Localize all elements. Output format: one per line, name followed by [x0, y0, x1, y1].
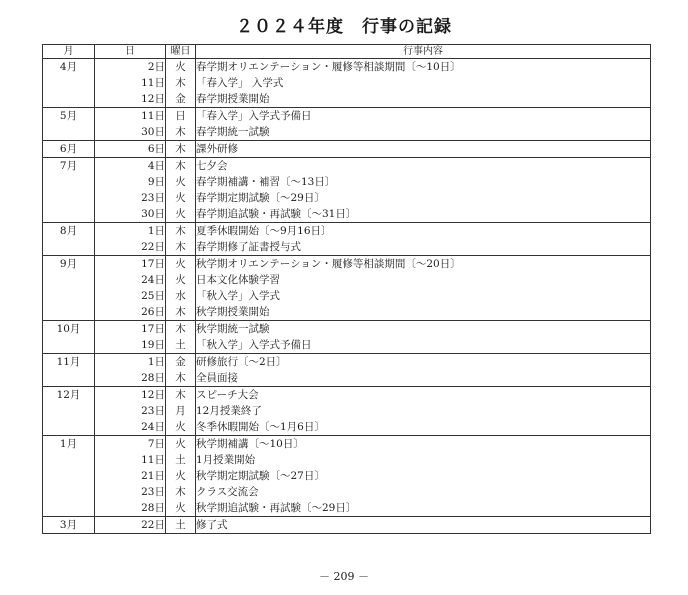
header-row: [43, 45, 651, 59]
day-cell: 23日: [95, 403, 166, 419]
month-group: [43, 108, 651, 141]
weekday-cell: 木: [166, 484, 196, 500]
day-cell: 19日: [95, 337, 166, 354]
column-header-event: 行事内容: [196, 45, 651, 59]
event-cell: 「春入学」 入学式: [196, 75, 651, 91]
table-row: [43, 337, 651, 354]
month-group: [43, 158, 651, 223]
table-row: [43, 436, 651, 453]
weekday-cell: 木: [166, 370, 196, 387]
month-cell: [43, 288, 95, 304]
month-cell: [43, 484, 95, 500]
month-cell: 9月: [43, 256, 95, 273]
weekday-cell: 木: [166, 387, 196, 404]
table-row: [43, 304, 651, 321]
table-row: [43, 75, 651, 91]
day-cell: 24日: [95, 419, 166, 436]
weekday-cell: 火: [166, 206, 196, 223]
day-cell: 1日: [95, 354, 166, 371]
event-cell: 夏季休暇開始〔～9月16日〕: [196, 223, 651, 240]
day-cell: 2日: [95, 59, 166, 76]
weekday-cell: 火: [166, 419, 196, 436]
day-cell: 28日: [95, 370, 166, 387]
table-row: [43, 174, 651, 190]
event-cell: 「秋入学」入学式予備日: [196, 337, 651, 354]
table-row: [43, 419, 651, 436]
weekday-cell: 火: [166, 272, 196, 288]
table-row: [43, 484, 651, 500]
month-cell: 8月: [43, 223, 95, 240]
table-row: [43, 517, 651, 534]
weekday-cell: 木: [166, 239, 196, 256]
month-group: [43, 321, 651, 354]
table-row: [43, 124, 651, 141]
month-cell: [43, 91, 95, 108]
month-cell: [43, 468, 95, 484]
month-cell: 4月: [43, 59, 95, 76]
event-cell: 秋学期統一試験: [196, 321, 651, 338]
month-cell: [43, 403, 95, 419]
table-row: [43, 190, 651, 206]
table-header: [43, 45, 651, 59]
event-cell: 研修旅行〔～2日〕: [196, 354, 651, 371]
month-cell: [43, 272, 95, 288]
event-cell: 秋学期補講〔～10日〕: [196, 436, 651, 453]
table-row: [43, 468, 651, 484]
weekday-cell: 土: [166, 337, 196, 354]
day-cell: 30日: [95, 206, 166, 223]
table-row: [43, 403, 651, 419]
event-cell: 全員面接: [196, 370, 651, 387]
day-cell: 28日: [95, 500, 166, 517]
weekday-cell: 火: [166, 190, 196, 206]
day-cell: 30日: [95, 124, 166, 141]
day-cell: 22日: [95, 239, 166, 256]
table-row: [43, 500, 651, 517]
month-cell: [43, 500, 95, 517]
day-cell: 4日: [95, 158, 166, 175]
table-row: [43, 158, 651, 175]
event-cell: 秋学期オリエンテーション・履修等相談期間〔～20日〕: [196, 256, 651, 273]
month-cell: [43, 370, 95, 387]
day-cell: 23日: [95, 190, 166, 206]
month-cell: [43, 239, 95, 256]
month-group: [43, 517, 651, 534]
event-cell: 秋学期授業開始: [196, 304, 651, 321]
day-cell: 1日: [95, 223, 166, 240]
day-cell: 17日: [95, 256, 166, 273]
day-cell: 22日: [95, 517, 166, 534]
month-cell: 10月: [43, 321, 95, 338]
event-cell: 「春入学」入学式予備日: [196, 108, 651, 125]
month-group: [43, 141, 651, 158]
table-row: [43, 387, 651, 404]
event-cell: 七夕会: [196, 158, 651, 175]
month-group: [43, 59, 651, 108]
day-cell: 7日: [95, 436, 166, 453]
column-header-month: 月: [43, 45, 95, 59]
event-cell: 春学期追試験・再試験〔～31日〕: [196, 206, 651, 223]
weekday-cell: 木: [166, 304, 196, 321]
day-cell: 12日: [95, 91, 166, 108]
day-cell: 12日: [95, 387, 166, 404]
table-row: [43, 239, 651, 256]
events-table: [42, 44, 651, 534]
month-cell: [43, 75, 95, 91]
table-row: [43, 272, 651, 288]
table-row: [43, 141, 651, 158]
event-cell: 「秋入学」入学式: [196, 288, 651, 304]
day-cell: 25日: [95, 288, 166, 304]
weekday-cell: 木: [166, 321, 196, 338]
table-row: [43, 354, 651, 371]
event-cell: クラス交流会: [196, 484, 651, 500]
month-cell: 7月: [43, 158, 95, 175]
weekday-cell: 木: [166, 141, 196, 158]
event-cell: 秋学期定期試験〔～27日〕: [196, 468, 651, 484]
table-row: [43, 108, 651, 125]
table-row: [43, 288, 651, 304]
weekday-cell: 水: [166, 288, 196, 304]
table-row: [43, 206, 651, 223]
weekday-cell: 火: [166, 174, 196, 190]
month-group: [43, 223, 651, 256]
month-group: [43, 436, 651, 517]
month-cell: 12月: [43, 387, 95, 404]
event-cell: 1月授業開始: [196, 452, 651, 468]
month-cell: 3月: [43, 517, 95, 534]
month-cell: 11月: [43, 354, 95, 371]
month-group: [43, 256, 651, 321]
month-group: [43, 387, 651, 436]
day-cell: 23日: [95, 484, 166, 500]
page-title: ２０２４年度 行事の記録: [236, 17, 452, 37]
month-cell: [43, 124, 95, 141]
event-cell: 春学期統一試験: [196, 124, 651, 141]
month-cell: 1月: [43, 436, 95, 453]
month-cell: 6月: [43, 141, 95, 158]
event-cell: 秋学期追試験・再試験〔～29日〕: [196, 500, 651, 517]
event-cell: 春学期修了証書授与式: [196, 239, 651, 256]
day-cell: 24日: [95, 272, 166, 288]
weekday-cell: 火: [166, 468, 196, 484]
weekday-cell: 木: [166, 124, 196, 141]
month-group: [43, 354, 651, 387]
column-header-day: 日: [95, 45, 166, 59]
weekday-cell: 火: [166, 436, 196, 453]
event-cell: 12月授業終了: [196, 403, 651, 419]
month-cell: [43, 190, 95, 206]
event-cell: 春学期オリエンテーション・履修等相談期間〔～10日〕: [196, 59, 651, 76]
event-cell: 冬季休暇開始〔～1月6日〕: [196, 419, 651, 436]
event-cell: 春学期授業開始: [196, 91, 651, 108]
day-cell: 17日: [95, 321, 166, 338]
weekday-cell: 土: [166, 517, 196, 534]
weekday-cell: 火: [166, 500, 196, 517]
month-cell: [43, 174, 95, 190]
table-row: [43, 256, 651, 273]
event-cell: 修了式: [196, 517, 651, 534]
day-cell: 11日: [95, 108, 166, 125]
weekday-cell: 金: [166, 91, 196, 108]
month-cell: 5月: [43, 108, 95, 125]
month-cell: [43, 304, 95, 321]
table-row: [43, 370, 651, 387]
column-header-weekday: 曜日: [166, 45, 196, 59]
table-row: [43, 91, 651, 108]
event-cell: 日本文化体験学習: [196, 272, 651, 288]
day-cell: 11日: [95, 75, 166, 91]
table-row: [43, 59, 651, 76]
day-cell: 6日: [95, 141, 166, 158]
weekday-cell: 木: [166, 223, 196, 240]
table-row: [43, 223, 651, 240]
event-cell: 課外研修: [196, 141, 651, 158]
table-row: [43, 452, 651, 468]
day-cell: 9日: [95, 174, 166, 190]
weekday-cell: 日: [166, 108, 196, 125]
event-cell: 春学期補講・補習〔～13日〕: [196, 174, 651, 190]
event-cell: スピーチ大会: [196, 387, 651, 404]
day-cell: 21日: [95, 468, 166, 484]
weekday-cell: 月: [166, 403, 196, 419]
day-cell: 11日: [95, 452, 166, 468]
event-cell: 春学期定期試験〔～29日〕: [196, 190, 651, 206]
day-cell: 26日: [95, 304, 166, 321]
table-row: [43, 321, 651, 338]
month-cell: [43, 206, 95, 223]
weekday-cell: 金: [166, 354, 196, 371]
month-cell: [43, 337, 95, 354]
month-cell: [43, 419, 95, 436]
weekday-cell: 土: [166, 452, 196, 468]
weekday-cell: 火: [166, 256, 196, 273]
month-cell: [43, 452, 95, 468]
page-number: － 209 －: [319, 570, 369, 583]
weekday-cell: 木: [166, 158, 196, 175]
weekday-cell: 火: [166, 59, 196, 76]
weekday-cell: 木: [166, 75, 196, 91]
